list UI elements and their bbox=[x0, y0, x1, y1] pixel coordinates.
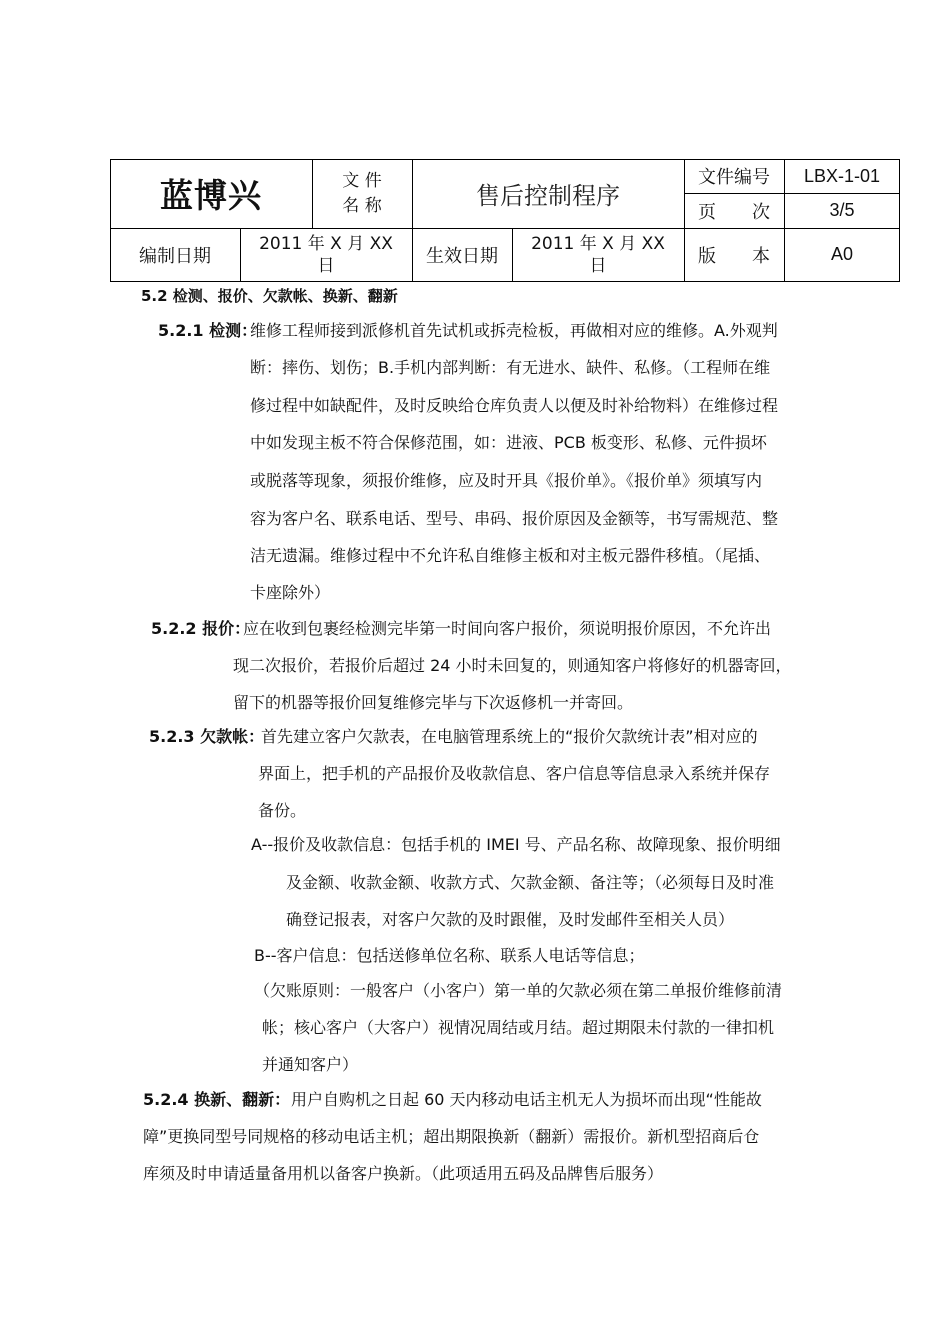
doc-number-value: LBX-1-01 bbox=[803, 165, 881, 186]
doc-name-label-line-2: 名 称 bbox=[342, 195, 382, 216]
version-label: 版 本 bbox=[698, 245, 770, 267]
s523-label: 5.2.3 欠款帐： bbox=[149, 727, 265, 746]
s522-line-3: 留下的机器等报价回复维修完毕与下次返修机一并寄回。 bbox=[233, 693, 634, 712]
s521-line-6: 容为客户名、联系电话、型号、串码、报价原因及金额等，书写需规范、整 bbox=[250, 509, 779, 528]
s523-principle-line-3: 并通知客户） bbox=[262, 1055, 359, 1074]
s523-a-line-3: 确登记报表，对客户欠款的及时跟催，及时发邮件至相关人员） bbox=[286, 910, 735, 929]
effective-date-label: 生效日期 bbox=[426, 245, 498, 267]
s523-line-2: 界面上，把手机的产品报价及收款信息、客户信息等信息录入系统并保存 bbox=[258, 764, 771, 783]
s524-line-2: 障”更换同型号同规格的移动电话主机；超出期限换新（翻新）需报价。新机型招商后仓 bbox=[143, 1127, 760, 1146]
page-label: 页 次 bbox=[698, 201, 770, 223]
s523-a-line-2: 及金额、收款金额、收款方式、欠款金额、备注等；（必须每日及时准 bbox=[286, 873, 775, 892]
document-title: 售后控制程序 bbox=[476, 182, 620, 210]
prepared-date-line-2: 日 bbox=[317, 255, 335, 276]
s523-principle-line-1: （欠账原则：一般客户（小客户）第一单的欠款必须在第二单报价维修前清 bbox=[254, 981, 783, 1000]
s524-line-3: 库须及时申请适量备用机以备客户换新。（此项适用五码及品牌售后服务） bbox=[143, 1164, 664, 1183]
s521-line-2: 断：摔伤、划伤；B.手机内部判断：有无进水、缺件、私修。（工程师在维 bbox=[250, 358, 771, 377]
s521-line-3: 修过程中如缺配件，及时反映给仓库负责人以便及时补给物料）在维修过程 bbox=[250, 396, 779, 415]
s522-label: 5.2.2 报价： bbox=[151, 619, 251, 638]
s523-principle-line-2: 帐；核心客户（大客户）视情况周结或月结。超过期限未付款的一律扣机 bbox=[262, 1018, 775, 1037]
s523-b-line: B--客户信息：包括送修单位名称、联系人电话等信息； bbox=[254, 946, 645, 965]
s522-line-2: 现二次报价，若报价后超过 24 小时未回复的，则通知客户将修好的机器寄回， bbox=[233, 656, 792, 675]
s523-a-line-1: A--报价及收款信息：包括手机的 IMEI 号、产品名称、故障现象、报价明细 bbox=[251, 835, 781, 854]
s524-line-1: 用户自购机之日起 60 天内移动电话主机无人为损坏而出现“性能故 bbox=[291, 1090, 762, 1109]
s521-label: 5.2.1 检测： bbox=[158, 321, 258, 340]
s521-line-4: 中如发现主板不符合保修范围，如：进液、PCB 板变形、私修、元件损坏 bbox=[250, 433, 767, 452]
effective-date-line-1: 2011 年 X 月 XX bbox=[531, 233, 665, 254]
doc-name-label-line-1: 文 件 bbox=[342, 170, 382, 191]
company-name: 蓝博兴 bbox=[160, 176, 262, 215]
s524-label: 5.2.4 换新、翻新： bbox=[143, 1090, 291, 1109]
s523-line-3: 备份。 bbox=[258, 801, 307, 820]
prepared-date-value bbox=[240, 228, 412, 281]
s521-line-7: 洁无遗漏。维修过程中不允许私自维修主板和对主板元器件移植。（尾插、 bbox=[250, 546, 771, 565]
effective-date-line-2: 日 bbox=[589, 255, 607, 276]
document-header-table bbox=[110, 159, 900, 282]
prepared-date-label: 编制日期 bbox=[139, 245, 211, 267]
effective-date-value bbox=[512, 228, 684, 281]
s523-line-1: 首先建立客户欠款表，在电脑管理系统上的“报价欠款统计表”相对应的 bbox=[261, 727, 758, 746]
s522-line-1: 应在收到包裹经检测完毕第一时间向客户报价，须说明报价原因，不允许出 bbox=[243, 619, 772, 638]
doc-number-label: 文件编号 bbox=[698, 167, 770, 188]
s521-line-1: 维修工程师接到派修机首先试机或拆壳检板，再做相对应的维修。A.外观判 bbox=[250, 321, 778, 340]
prepared-date-line-1: 2011 年 X 月 XX bbox=[259, 233, 393, 254]
s521-line-5: 或脱落等现象，须报价维修，应及时开具《报价单》。《报价单》须填写内 bbox=[250, 471, 763, 490]
section-heading: 5.2 检测、报价、欠款帐、换新、翻新 bbox=[141, 287, 398, 305]
version-value: A0 bbox=[830, 244, 854, 264]
page-value: 3/5 bbox=[829, 200, 855, 220]
doc-name-label bbox=[312, 159, 412, 228]
s521-line-8: 卡座除外） bbox=[250, 583, 331, 602]
